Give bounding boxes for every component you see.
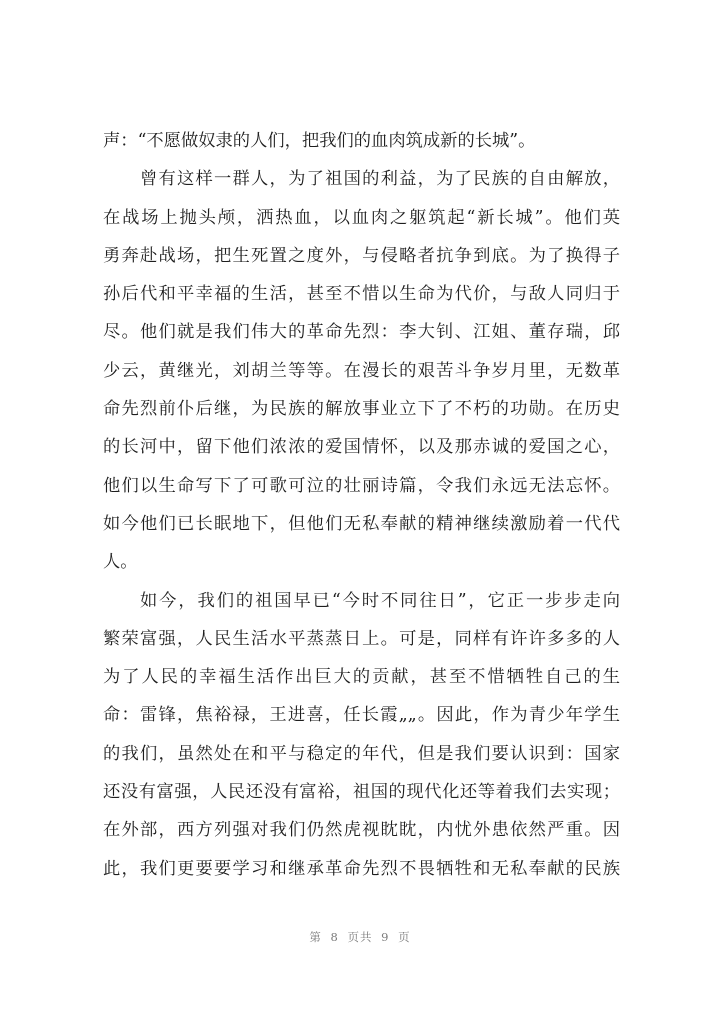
text-line: 此，我们更要要学习和继承革命先烈不畏牺牲和无私奉献的民族 — [103, 858, 620, 879]
text-line: 命：雷锋，焦裕禄，王进喜，任长霞„„。因此，作为青少年学生 — [103, 705, 620, 726]
text-line: 的长河中，留下他们浓浓的爱国情怀，以及那赤诚的爱国之心， — [103, 437, 620, 458]
text-line: 为了人民的幸福生活作出巨大的贡献，甚至不惜牺牲自己的生 — [103, 667, 620, 688]
text-line: 人。 — [103, 552, 138, 573]
text-line: 他们以生命写下了可歌可泣的壮丽诗篇，令我们永远无法忘怀。 — [103, 475, 620, 496]
text-line: 勇奔赴战场，把生死置之度外，与侵略者抗争到底。为了换得子 — [103, 245, 620, 266]
text-line: 如今他们已长眠地下，但他们无私奉献的精神继续激励着一代代 — [103, 513, 620, 534]
body-text — [103, 122, 620, 888]
paragraph-1 — [103, 122, 620, 160]
text-line: 曾有这样一群人，为了祖国的利益，为了民族的自由解放， — [140, 169, 620, 190]
paragraph-2 — [103, 160, 620, 581]
text-line: 命先烈前仆后继，为民族的解放事业立下了不朽的功勋。在历史 — [103, 399, 620, 420]
text-line: 在外部，西方列强对我们仍然虎视眈眈，内忧外患依然严重。因 — [103, 820, 620, 841]
text-line: 少云，黄继光，刘胡兰等等。在漫长的艰苦斗争岁月里，无数革 — [103, 360, 620, 381]
paragraph-3 — [103, 582, 620, 888]
text-line: 孙后代和平幸福的生活，甚至不惜以生命为代价，与敌人同归于 — [103, 284, 620, 305]
text-line: 繁荣富强，人民生活水平蒸蒸日上。可是，同样有许许多多的人 — [103, 628, 620, 649]
text-line: 还没有富强，人民还没有富裕，祖国的现代化还等着我们去实现； — [103, 782, 620, 803]
text-line: 在战场上抛头颅，洒热血，以血肉之躯筑起“新长城”。他们英 — [103, 207, 620, 228]
text-line: 尽。他们就是我们伟大的革命先烈：李大钊、江姐、董存瑞，邱 — [103, 322, 620, 343]
text-line: 的我们，虽然处在和平与稳定的年代，但是我们要认识到：国家 — [103, 743, 620, 764]
text-line: 如今，我们的祖国早已“今时不同往日”，它正一步步走向 — [140, 590, 620, 611]
text-line: 声：“不愿做奴隶的人们，把我们的血肉筑成新的长城”。 — [103, 131, 536, 151]
page-number-footer: 第 8 页共 9 页 — [309, 930, 411, 944]
